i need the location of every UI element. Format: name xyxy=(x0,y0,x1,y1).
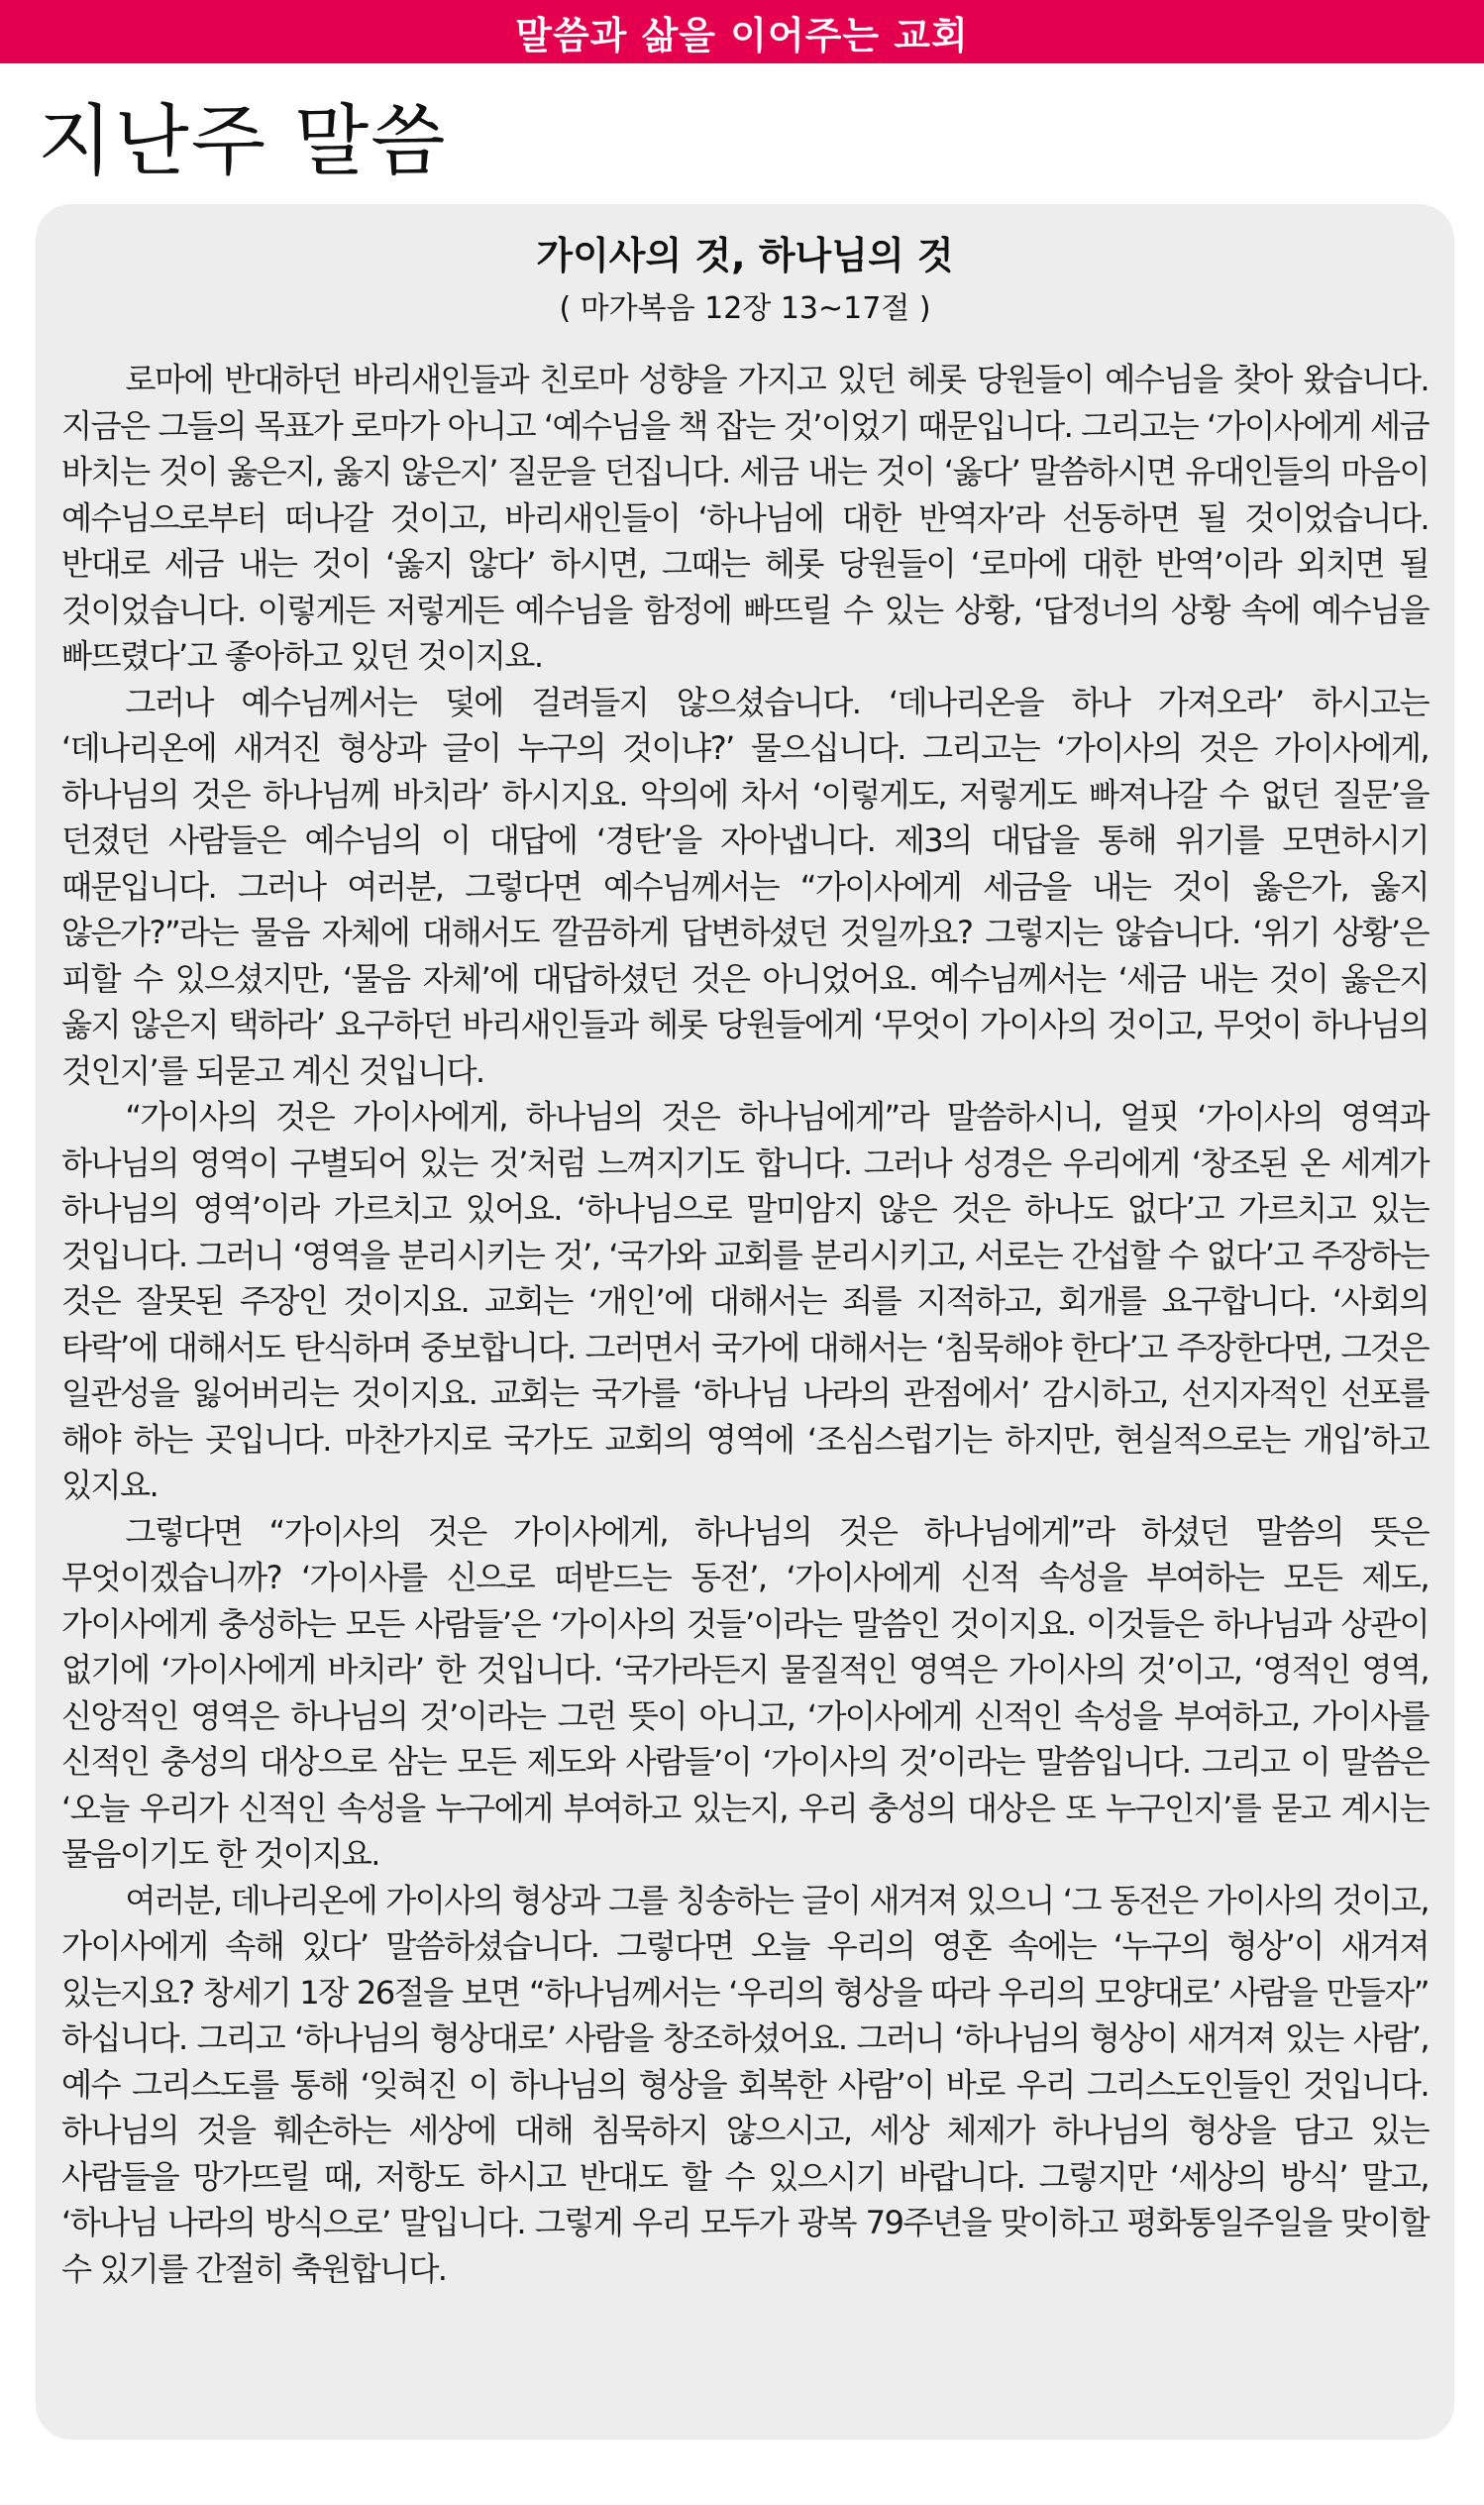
scripture-reference: ( 마가복음 12장 13~17절 ) xyxy=(559,291,931,326)
section-title: 지난주 말씀 xyxy=(38,97,448,186)
sermon-paragraph: 여러분, 데나리온에 가이사의 형상과 그를 칭송하는 글이 새겨져 있으니 ‘그 동전은 가이사의 것이고, 가이사에게 속해 있다’ 말씀하셨습니다. 그렇다면 오늘 우리의 영혼 속에는 ‘누구의 형상’이 새겨져 있는지요? 창세기 1장 26절을 보면 “하나님께서는 ‘우리의 형상을 따라 우리의 모양대로’ 사람을 만들자” 하십니다. 그리고 ‘하나님의 형상대로’ 사람을 창조하셨어요. 그러니 ‘하나님의 형상이 새겨져 있는 사람’, 예수 그리스도를 통해 ‘잊혀진 이 하나님의 형상을 회복한 사람’이 바로 우리 그리스도인들인 것입니다. 하나님의 것을 훼손하는 세상에 대해 침묵하지 않으시고, 세상 체제가 하나님의 형상을 담고 있는 사람들을 망가뜨릴 때, 저항도 하시고 반대도 할 수 있으시기 바랍니다. 그렇지만 ‘세상의 방식’ 말고, ‘하나님 나라의 방식으로’ 말입니다. 그렇게 우리 모두가 광복 79주년을 맞이하고 평화통일주일을 맞이할 수 있기를 간절히 축원합니다. xyxy=(61,1881,1430,2288)
top-banner xyxy=(0,0,1484,63)
sermon-box xyxy=(36,204,1454,2440)
banner-text: 말씀과 삶을 이어주는 교회 xyxy=(515,13,969,57)
sermon-paragraph: 그러나 예수님께서는 덫에 걸려들지 않으셨습니다. ‘데나리온을 하나 가져오라’ 하시고는 ‘데나리온에 새겨진 형상과 글이 누구의 것이냐?’ 물으십니다. 그리고는 ‘가이사의 것은 가이사에게, 하나님의 것은 하나님께 바치라’ 하시지요. 악의에 차서 ‘이렇게도, 저렇게도 빠져나갈 수 없던 질문’을 던졌던 사람들은 예수님의 이 대답에 ‘경탄’을 자아냅니다. 제3의 대답을 통해 위기를 모면하시기 때문입니다. 그러나 여러분, 그렇다면 예수님께서는 “가이사에게 세금을 내는 것이 옳은가, 옳지 않은가?”라는 물음 자체에 대해서도 깔끔하게 답변하셨던 것일까요? 그렇지는 않습니다. ‘위기 상황’은 피할 수 있으셨지만, ‘물음 자체’에 대답하셨던 것은 아니었어요. 예수님께서는 ‘세금 내는 것이 옳은지 옳지 않은지 택하라’ 요구하던 바리새인들과 헤롯 당원들에게 ‘무엇이 가이사의 것이고, 무엇이 하나님의 것인지’를 되묻고 계신 것입니다. xyxy=(61,683,1429,1090)
sermon-paragraph: 로마에 반대하던 바리새인들과 친로마 성향을 가지고 있던 헤롯 당원들이 예수님을 찾아 왔습니다. 지금은 그들의 목표가 로마가 아니고 ‘예수님을 책 잡는 것’이었기 때문입니다. 그리고는 ‘가이사에게 세금 바치는 것이 옳은지, 옳지 않은지’ 질문을 던집니다. 세금 내는 것이 ‘옳다’ 말씀하시면 유대인들의 마음이 예수님으로부터 떠나갈 것이고, 바리새인들이 ‘하나님에 대한 반역자’라 선동하면 될 것이었습니다. 반대로 세금 내는 것이 ‘옳지 않다’ 하시면, 그때는 헤롯 당원들이 ‘로마에 대한 반역’이라 외치면 될 것이었습니다. 이렇게든 저렇게든 예수님을 함정에 빠뜨릴 수 있는 상황, ‘답정너의 상황 속에 예수님을 빠뜨렸다’고 좋아하고 있던 것이지요. xyxy=(61,361,1429,675)
sermon-body xyxy=(61,357,1429,2292)
sermon-paragraph: 그렇다면 “가이사의 것은 가이사에게, 하나님의 것은 하나님에게”라 하셨던 말씀의 뜻은 무엇이겠습니까? ‘가이사를 신으로 떠받드는 동전’, ‘가이사에게 신적 속성을 부여하는 모든 제도, 가이사에게 충성하는 모든 사람들’은 ‘가이사의 것들’이라는 말씀인 것이지요. 이것들은 하나님과 상관이 없기에 ‘가이사에게 바치라’ 한 것입니다. ‘국가라든지 물질적인 영역은 가이사의 것’이고, ‘영적인 영역, 신앙적인 영역은 하나님의 것’이라는 그런 뜻이 아니고, ‘가이사에게 신적인 속성을 부여하고, 가이사를 신적인 충성의 대상으로 삼는 모든 제도와 사람들’이 ‘가이사의 것’이라는 말씀입니다. 그리고 이 말씀은 ‘오늘 우리가 신적인 속성을 누구에게 부여하고 있는지, 우리 충성의 대상은 또 누구인지’를 묻고 계시는 물음이기도 한 것이지요. xyxy=(61,1512,1429,1873)
sermon-title: 가이사의 것, 하나님의 것 xyxy=(536,234,954,277)
sermon-paragraph: “가이사의 것은 가이사에게, 하나님의 것은 하나님에게”라 말씀하시니, 얼핏 ‘가이사의 영역과 하나님의 영역이 구별되어 있는 것’처럼 느껴지기도 합니다. 그러나 성경은 우리에게 ‘창조된 온 세계가 하나님의 영역’이라 가르치고 있어요. ‘하나님으로 말미암지 않은 것은 하나도 없다’고 가르치고 있는 것입니다. 그러니 ‘영역을 분리시키는 것’, ‘국가와 교회를 분리시키고, 서로는 간섭할 수 없다’고 주장하는 것은 잘못된 주장인 것이지요. 교회는 ‘개인’에 대해서는 죄를 지적하고, 회개를 요구합니다. ‘사회의 타락’에 대해서도 탄식하며 중보합니다. 그러면서 국가에 대해서는 ‘침묵해야 한다’고 주장한다면, 그것은 일관성을 잃어버리는 것이지요. 교회는 국가를 ‘하나님 나라의 관점에서’ 감시하고, 선지자적인 선포를 해야 하는 곳입니다. 마찬가지로 국가도 교회의 영역에 ‘조심스럽기는 하지만, 현실적으로는 개입’하고 있지요. xyxy=(61,1098,1429,1504)
